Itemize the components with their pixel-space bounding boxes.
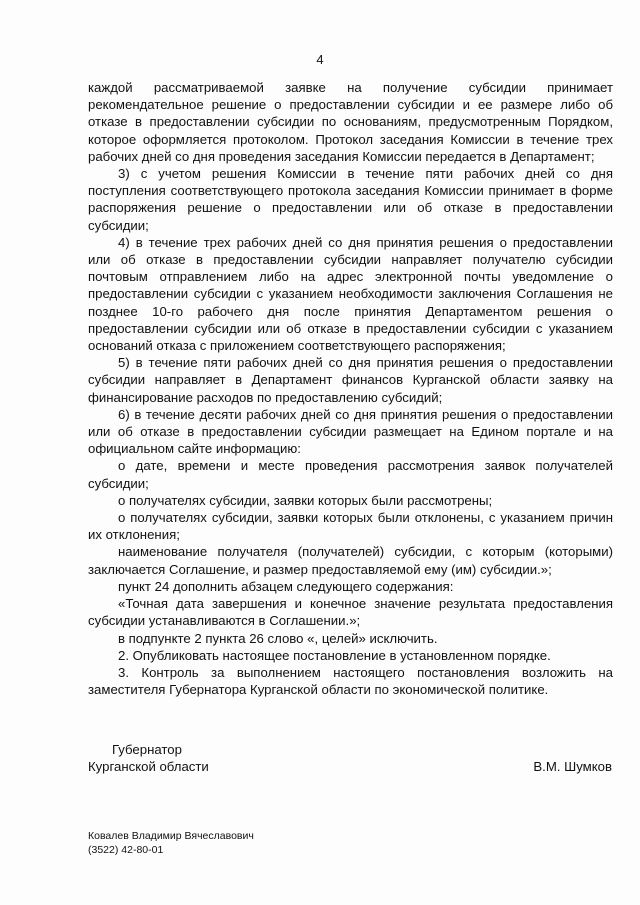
paragraph: 2. Опубликовать настоящее постановление в установленном порядке. [118, 647, 551, 663]
signatory-title-line2: Курганской области [88, 759, 209, 774]
signatory-title [88, 741, 209, 775]
paragraph: пункт 24 дополнить абзацем следующего содержания: [118, 578, 454, 594]
executor-phone: (3522) 42-80-01 [88, 844, 164, 856]
paragraph: в подпункте 2 пункта 26 слово «, целей» исключить. [118, 630, 438, 646]
paragraph: «Точная дата завершения и конечное значение результата предоставления субсидии устанавливаются в Соглашении.»; [88, 596, 613, 629]
signatory-title-line1: Губернатор [112, 742, 182, 757]
signatory-name: В.М. Шумков [533, 759, 612, 774]
paragraph: о получателях субсидии, заявки которых были рассмотрены; [118, 492, 493, 508]
paragraph: наименование получателя (получателей) субсидии, с которым (которыми) заключается Соглашение, и размер предоставляемой ему (им) субсидии.»; [88, 544, 613, 577]
paragraph: каждой рассматриваемой заявке на получение субсидии принимает рекомендательное решение о предоставлении субсидии и ее размере либо об отказе в предоставлении субсидии по основаниям, предусмотренным Порядком, которое оформляется протоколом. Протокол заседания Комиссии в течение трех рабочих дней со дня проведения заседания Комиссии передается в Департамент; [88, 80, 613, 164]
executor-name: Ковалев Владимир Вячеславович [88, 830, 254, 842]
page-number: 4 [316, 52, 324, 67]
paragraph: 6) в течение десяти рабочих дней со дня принятия решения о предоставлении или об отказе в предоставлении субсидии размещает на Едином портале и на официальном сайте информацию: [88, 406, 613, 457]
paragraph: 4) в течение трех рабочих дней со дня принятия решения о предоставлении или об отказе в предоставлении субсидии направляет получателю субсидии почтовым отправлением либо на адрес электронной почты уведомление о предоставлении субсидии с указанием необходимости заключения Соглашения не позднее 10-го рабочего дня после принятия Департаментом решения о предоставлении субсидии или об отказе в предоставлении субсидии с указанием оснований отказа с приложением соответствующего распоряжения; [88, 234, 613, 354]
paragraph: о получателях субсидии, заявки которых были отклонены, с указанием причин их отклонения; [88, 510, 613, 543]
paragraph: 5) в течение пяти рабочих дней со дня принятия решения о предоставлении субсидии направляет в Департамент финансов Курганской области заявку на финансирование расходов по предоставлению субсидий; [88, 355, 613, 405]
document-body [88, 79, 613, 698]
executor-footer [88, 829, 254, 857]
paragraph: о дате, времени и месте проведения рассмотрения заявок получателей субсидии; [88, 458, 613, 491]
paragraph: 3) с учетом решения Комиссии в течение пяти рабочих дней со дня поступления соответствующего протокола заседания Комиссии принимает в форме распоряжения решение о предоставлении или об отказе в предоставлении субсидии; [88, 166, 613, 233]
paragraph: 3. Контроль за выполнением настоящего постановления возложить на заместителя Губернатора Курганской области по экономической политике. [88, 664, 613, 698]
